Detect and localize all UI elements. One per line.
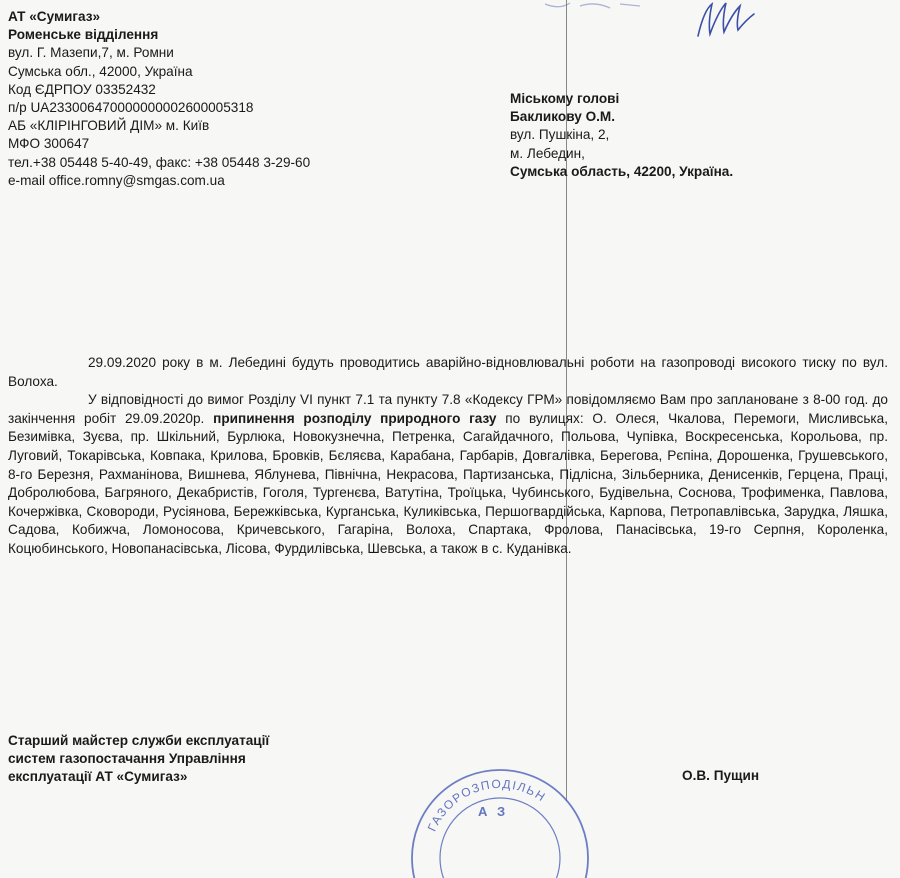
gas-supply-stop-phrase: припинення розподілу природного газу (213, 410, 497, 426)
sender-phone: тел.+38 05448 5-40-49, факс: +38 05448 3-29-60 (8, 154, 311, 170)
sender-org: АТ «Сумигаз» (8, 9, 101, 24)
recipient-block (510, 90, 733, 181)
paragraph-2-start: У відповідності до вимог Розділу VI пункт 7.1 та пункту 7.8 «Кодексу ГРМ» повідомляємо Вам про заплановане з 8-00 год. до закінчення робіт 29.09.2020р. (8, 392, 888, 426)
recipient-name: Бакликову О.М. (510, 109, 616, 125)
sender-address-street: вул. Г. Мазепи,7, м. Ромни (8, 45, 174, 61)
stamp-arc-text: ГАЗОРОЗПОДІЛЬН (424, 776, 549, 834)
sender-email: e-mail office.romny@smgas.com.ua (8, 172, 225, 188)
registration-mark (540, 0, 650, 12)
paragraph-1: 29.09.2020 року в м. Лебедині будуть проводитись аварійно-відновлювальні роботи на газопроводі високого тиску по вул. Волоха. (8, 355, 888, 389)
sender-edrpou-code: Код ЄДРПОУ 03352432 (8, 81, 156, 97)
sender-block (8, 8, 310, 190)
paragraph-2 (8, 391, 888, 558)
paragraph-2-streets: по вулицях: О. Олеся, Чкалова, Перемоги, Мисливська, Безимівка, Зуєва, пр. Шкільний, Бурлюка, Новокузнечна, Петренка, Сагайдачного, Польова, Чупівка, Воскресенська, Корольова, пр. Луговий, Токарівська, Ковпака, Крилова, Бровків, Бєляєва, Карабана, Гарбарів, Довгалівка, Берегова, Рєпіна, Дорошенка, Грушевського, 8-го Березня, Рахманінова, Вишнева, Яблунева, Північна, Некрасова, Партизанська, Підлісна, Зільберника, Денисенків, Герцена, Праці, Добролюбова, Багряного, Декабристів, Гоголя, Тургенєва, Ватутіна, Троїцька, Чубинського, Будівельна, Соснова, Трофименка, Павлова, Кочержівка, Сковороди, Русіянова, Бережківська, Курганська, Куликівська, Першогвардійська, Карпова, Петропавлівська, Зарудка, Ляшка, Садова, Кобижча, Ломоносова, Кричевського, Гагаріна, Волоха, Спартака, Фролова, Панасівська, 19-го Серпня, Короленка, Коцюбинського, Новопанасівська, Лісова, Фурдилівська, Шевська, а також в с. Куданівка. (8, 410, 888, 556)
recipient-region: Сумська область, 42200, Україна. (510, 163, 734, 179)
sender-account: п/р UA233006470000000002600005318 (8, 100, 254, 116)
letter-body (8, 354, 888, 559)
sender-bank: АБ «КЛІРІНГОВИЙ ДІМ» м. Київ (8, 118, 210, 134)
signer-position (8, 732, 269, 787)
company-stamp (400, 758, 600, 878)
stamp-center-text: А З (478, 804, 509, 819)
sender-mfo: МФО 300647 (8, 136, 90, 152)
recipient-city: м. Лебедин, (510, 145, 585, 161)
recipient-street: вул. Пушкіна, 2, (510, 127, 610, 143)
signer-line-1: Старший майстер служби експлуатації (8, 733, 270, 748)
sender-address-region: Сумська обл., 42000, Україна (8, 63, 193, 79)
recipient-title: Міському голові (510, 91, 620, 106)
sender-branch: Роменське відділення (8, 27, 159, 43)
signer-name: О.В. Пущин (682, 768, 760, 783)
signer-line-3: експлуатації АТ «Сумигаз» (8, 769, 188, 785)
signer-line-2: систем газопостачання Управління (8, 751, 246, 767)
signature-mark (690, 0, 760, 40)
